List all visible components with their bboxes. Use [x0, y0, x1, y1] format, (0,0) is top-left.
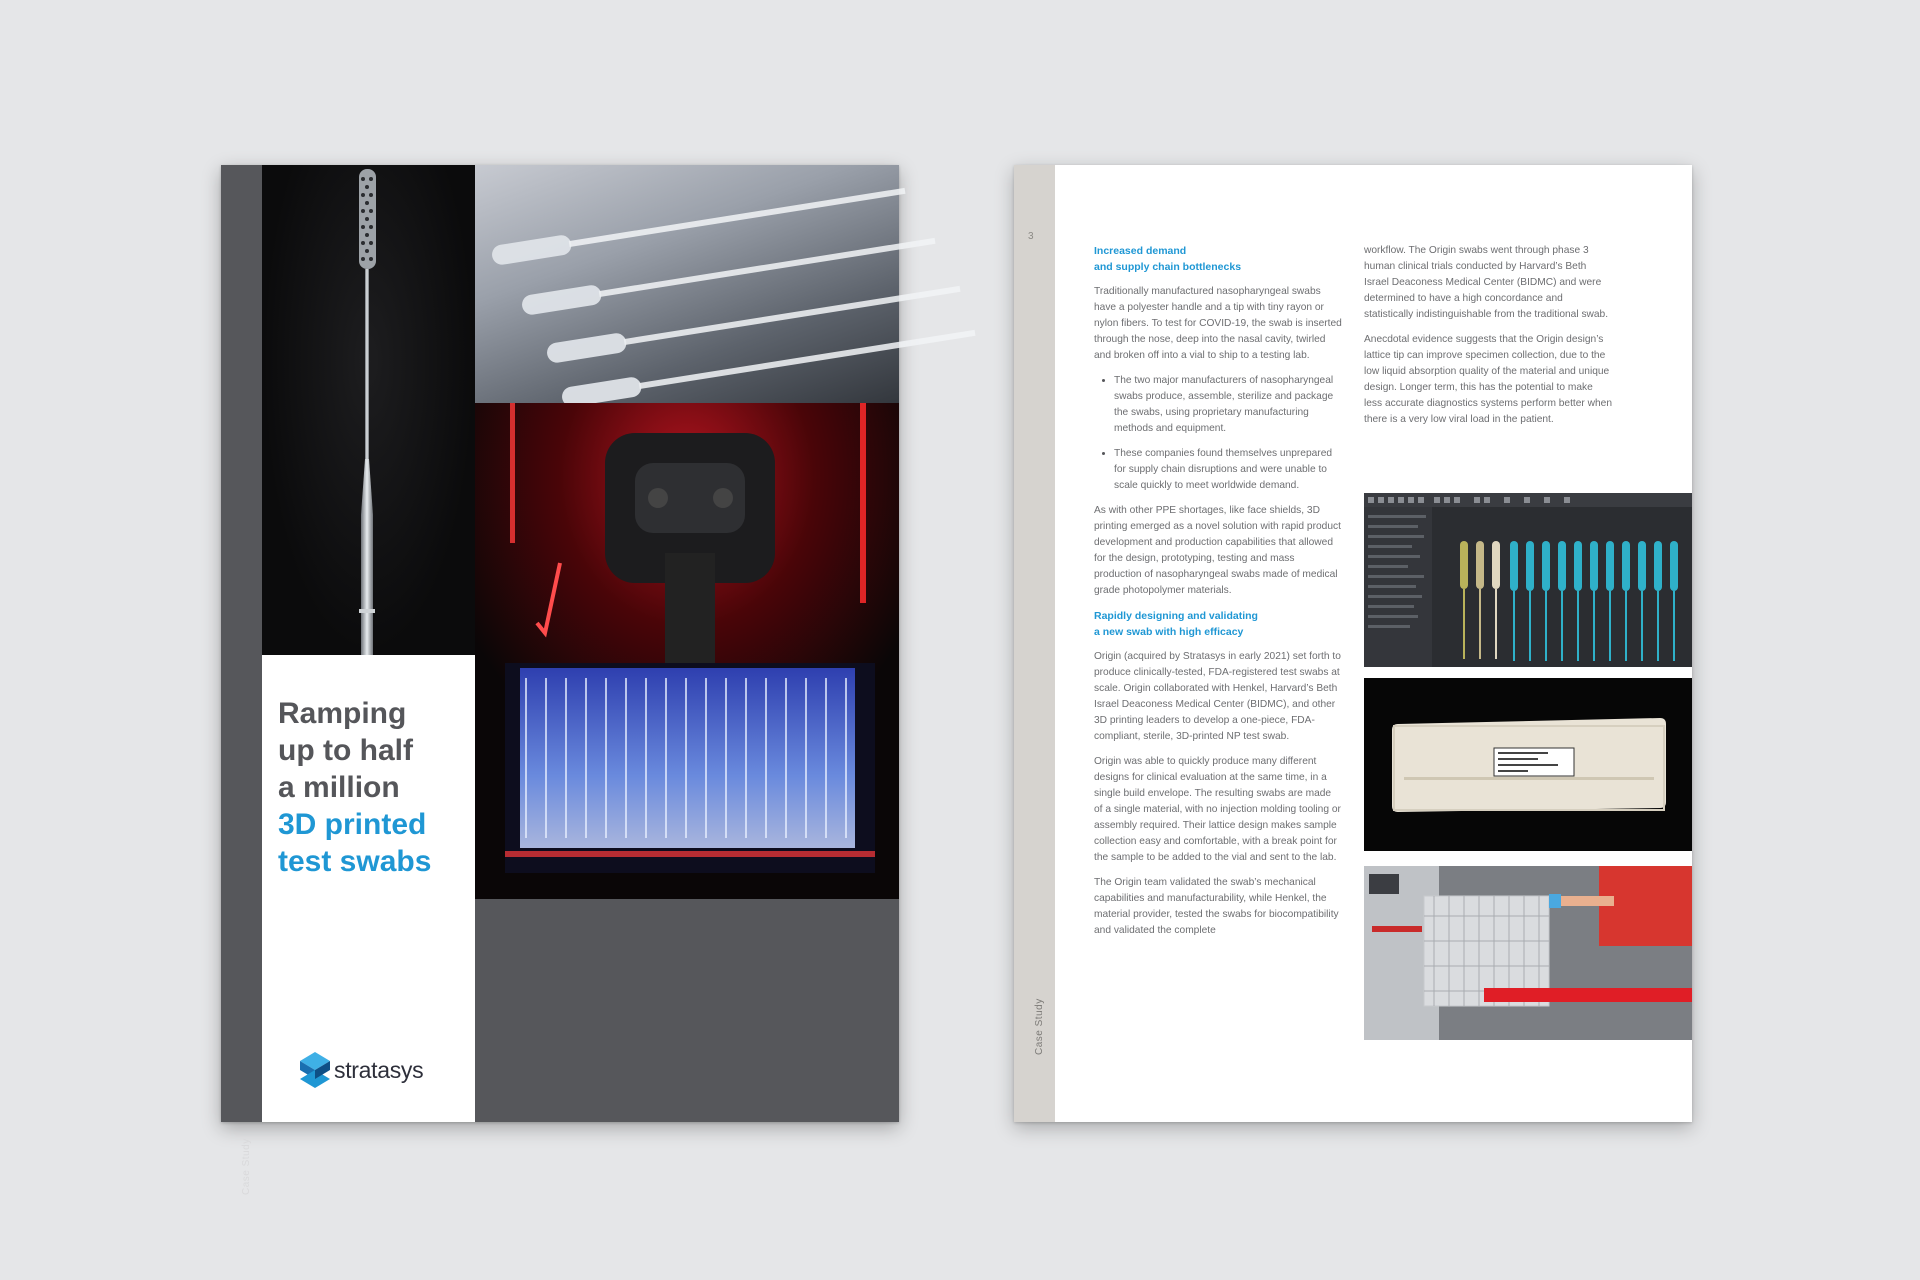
title-accent-line-1: 3D printed	[278, 808, 427, 841]
cover-title-panel	[262, 655, 475, 1122]
3d-printer-photo	[475, 403, 899, 899]
heading-line: Increased demand	[1094, 245, 1187, 257]
inner-page	[1014, 165, 1692, 1122]
cad-software-screenshot	[1364, 493, 1692, 667]
cover-side-strip	[221, 165, 262, 1122]
paragraph: Traditionally manufactured nasopharyngeal swabs have a polyester handle and a tip with tiny rayon or nylon fibers. To test for COVID-19, the swab is inserted through the nose, deep into the nasal cavity, twirled and broken off into a vial to ship to a testing lab.	[1094, 286, 1342, 361]
title-line-3: a million	[278, 771, 400, 804]
paragraph: The Origin team validated the swab’s mechanical capabilities and manufacturability, while Henkel, the material provider, tested the swabs for biocompatibility and validated the complete	[1094, 877, 1339, 936]
inner-side-label: Case Study	[1034, 998, 1045, 1055]
heading-line: Rapidly designing and validating	[1094, 610, 1258, 622]
section-heading-demand	[1094, 243, 1342, 275]
logo-wordmark: stratasys	[334, 1056, 424, 1083]
title-accent-line-2: test swabs	[278, 845, 432, 878]
cover-title	[278, 695, 468, 880]
text-column-1	[1094, 243, 1342, 948]
paragraph: Origin was able to quickly produce many different designs for clinical evaluation at the same time, in a single build envelope. The resulting swabs are made of a single material, with no injection molding tooling or assembly required. Their lattice design makes sample collection easy and comfortable, with a break point for the sample to be added to the vial and sent to the lab.	[1094, 756, 1341, 863]
stratasys-logo	[300, 1052, 423, 1088]
cover-page	[221, 165, 899, 1195]
section-heading-designing	[1094, 608, 1342, 640]
cover-lower-panel	[475, 899, 899, 1122]
single-swab-photo	[262, 165, 475, 655]
heading-line: and supply chain bottlenecks	[1094, 261, 1242, 273]
page-number: 3	[1028, 231, 1034, 242]
inner-side-strip	[1014, 165, 1055, 1122]
paragraph: Origin (acquired by Stratasys in early 2021) set forth to produce clinically-tested, FDA-registered test swabs at scale. Origin collaborated with Henkel, Harvard’s Beth Israel Deaconess Medical Center (BIDMC), and other 3D printing leaders to develop a one-piece, FDA-compliant, sterile, 3D-printed NP test swab.	[1094, 651, 1341, 742]
packaged-swab-photo	[1364, 678, 1692, 851]
bullet-item: • These companies found themselves unprepared for supply chain disruptions and were unable to scale quickly to meet worldwide demand.	[1114, 446, 1342, 494]
paragraph: Anecdotal evidence suggests that the Origin design’s lattice tip can improve specimen collection, due to the low liquid absorption quality of the material and unique design. Longer term, this has the potential to make less accurate diagnostics systems perform better when there is a very low viral load in the patient.	[1364, 334, 1613, 425]
paragraph: As with other PPE shortages, like face shields, 3D printing emerged as a novel solution with rapid product development and production capabilities that allowed for the design, prototyping, testing and mass production of nasopharyngeal swabs made of medical grade photopolymer materials.	[1094, 505, 1341, 596]
cover-side-label: Case Study	[241, 1138, 252, 1195]
paragraph: workflow. The Origin swabs went through phase 3 human clinical trials conducted by Harvard’s Beth Israel Deaconess Medical Center (BIDMC) and were determined to have a high concordance and statistically indistinguishable from the traditional swab.	[1364, 245, 1609, 320]
bullet-list	[1094, 373, 1342, 494]
heading-line: a new swab with high efficacy	[1094, 626, 1244, 638]
text-column-2	[1364, 243, 1612, 437]
title-line-1: Ramping	[278, 697, 407, 730]
stratasys-mark-icon	[300, 1052, 330, 1088]
sterilizer-photo	[1364, 866, 1692, 1040]
bullet-item: • The two major manufacturers of nasopharyngeal swabs produce, assemble, sterilize and package the swabs, using proprietary manufacturing methods and equipment.	[1114, 373, 1342, 437]
title-line-2: up to half	[278, 734, 413, 767]
lattice-swabs-photo	[475, 165, 899, 403]
